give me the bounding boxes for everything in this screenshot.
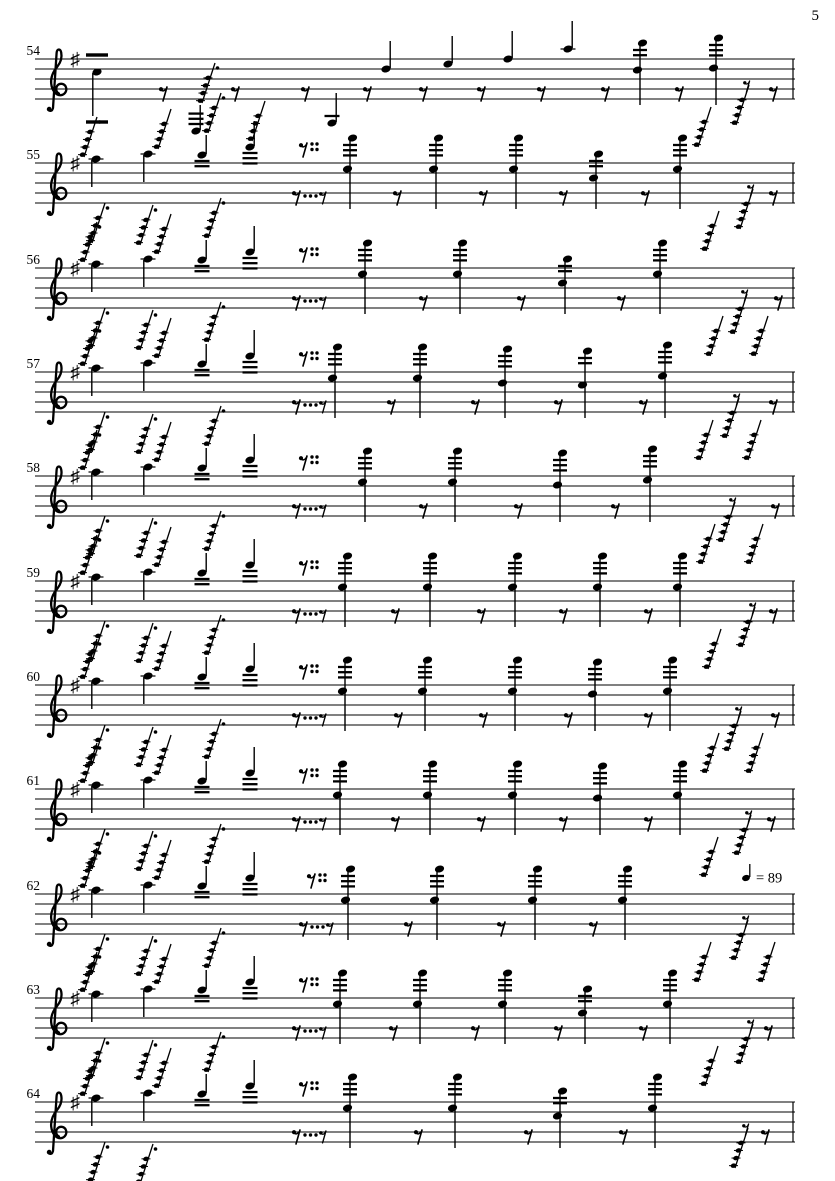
- note: [89, 1093, 104, 1126]
- eighth-rest: [299, 978, 307, 992]
- eighth-rest: [742, 916, 748, 927]
- chord: [662, 655, 678, 731]
- gliss-cluster: [134, 936, 157, 977]
- eighth-rest: [299, 456, 307, 470]
- measure-number: 61: [26, 773, 40, 788]
- eighth-rest: [326, 923, 333, 935]
- gliss-cluster: [696, 524, 715, 565]
- end-cluster-group: [700, 733, 719, 774]
- chord: [452, 238, 468, 314]
- chord: [342, 1072, 358, 1148]
- high-tremolo-note: [195, 928, 226, 1001]
- eighth-rest: [319, 192, 326, 204]
- chord: [557, 254, 573, 314]
- cluster-group: [134, 623, 157, 664]
- staff-lines: [35, 1102, 795, 1142]
- cluster-group: [152, 944, 171, 985]
- end-cluster-group: [692, 107, 711, 148]
- double-dotted-rest: [299, 455, 319, 470]
- chord: [422, 759, 438, 835]
- eighth-rest: [299, 1082, 307, 1096]
- staff-lines: [35, 894, 795, 934]
- gliss-cluster: [700, 733, 719, 774]
- cluster-group: [152, 1048, 171, 1089]
- chord: [417, 655, 433, 731]
- gliss-cluster: [699, 1046, 718, 1087]
- note: [89, 467, 104, 500]
- eighth-rest: [299, 248, 307, 262]
- chord: [497, 968, 513, 1044]
- double-dotted-rest: [299, 142, 319, 157]
- chord: [652, 238, 668, 314]
- system-measure-58: [27, 406, 796, 565]
- chord: [592, 761, 608, 835]
- gliss-cluster: [134, 518, 157, 559]
- chord: [332, 759, 348, 835]
- gliss-cluster: [742, 420, 761, 461]
- chord: [617, 864, 633, 940]
- note: [141, 775, 156, 808]
- chord: [647, 1072, 663, 1148]
- gliss-cluster: [202, 511, 225, 552]
- gliss-cluster: [134, 727, 157, 768]
- note: [503, 31, 514, 64]
- high-tremolo-note: [195, 615, 226, 688]
- note: [141, 149, 156, 182]
- double-dotted-rest: [299, 977, 319, 992]
- gliss-cluster: [152, 318, 171, 359]
- chord: [337, 655, 353, 731]
- note: [141, 462, 156, 495]
- staff-lines: [35, 685, 795, 725]
- gliss-cluster: [134, 414, 157, 455]
- chord: [422, 551, 438, 627]
- cluster-group: [246, 101, 265, 142]
- low-tremolo-note: [325, 93, 340, 128]
- cluster-group: [134, 1040, 157, 1081]
- chord: [447, 446, 463, 522]
- eighth-rest: [729, 498, 735, 509]
- system-measure-59: [27, 511, 796, 670]
- high-tremolo-note: [243, 643, 258, 685]
- eighth-rest: [733, 394, 739, 405]
- chord: [672, 759, 688, 835]
- chord: [552, 1086, 568, 1148]
- high-tremolo-note: [195, 1032, 226, 1105]
- eighth-rest: [307, 874, 315, 888]
- high-tremolo-note: [243, 852, 258, 894]
- staff-lines: [35, 476, 795, 516]
- sharp-icon: ♯: [70, 362, 80, 384]
- eighth-rest: [319, 610, 326, 622]
- note: [141, 880, 156, 913]
- high-tremolo-note: [195, 824, 226, 897]
- gliss-cluster: [152, 1048, 171, 1089]
- note: [141, 358, 156, 391]
- eighth-rest: [319, 505, 326, 517]
- eighth-rest: [299, 769, 307, 783]
- measure-number: 56: [26, 252, 40, 267]
- chord: [527, 864, 543, 940]
- gliss-cluster: [699, 837, 718, 878]
- tremolo-dash: [86, 53, 108, 56]
- chord: [642, 444, 658, 522]
- end-cluster-group: [730, 81, 750, 126]
- gliss-cluster: [134, 205, 157, 246]
- gliss-cluster: [694, 420, 713, 461]
- double-dotted-rest: [299, 247, 319, 262]
- note: [89, 676, 104, 709]
- double-dotted-rest: [299, 351, 319, 366]
- measure-number: 64: [26, 1086, 40, 1101]
- system-measure-54: [27, 21, 796, 148]
- high-tremolo-note: [195, 198, 226, 271]
- note: [89, 989, 104, 1022]
- chord: [357, 446, 373, 522]
- eighth-rest: [299, 665, 307, 679]
- gliss-cluster: [134, 831, 157, 872]
- end-cluster-group: [696, 524, 715, 565]
- measure-number: 62: [26, 878, 40, 893]
- eighth-rest: [319, 818, 326, 830]
- chord: [507, 759, 523, 835]
- sharp-icon: ♯: [70, 153, 80, 175]
- gliss-cluster: [704, 316, 723, 357]
- gliss-cluster: [692, 942, 711, 983]
- cluster-group: [152, 109, 171, 150]
- cluster-group: [152, 840, 171, 881]
- cluster-group: [152, 735, 171, 776]
- eighth-rest: [747, 185, 753, 196]
- gliss-cluster: [202, 824, 225, 865]
- chord: [497, 344, 513, 418]
- measure-number: 57: [26, 356, 40, 371]
- chord: [672, 133, 688, 209]
- chord: [507, 655, 523, 731]
- cluster-group: [152, 527, 171, 568]
- end-cluster-group: [744, 524, 763, 565]
- end-cluster-group: [716, 498, 736, 543]
- note: [89, 780, 104, 813]
- end-cluster-group: [722, 707, 742, 752]
- high-tremolo-note: [243, 1060, 258, 1102]
- chord: [508, 133, 524, 209]
- chord: [662, 968, 678, 1044]
- chord: [447, 1072, 463, 1148]
- chord: [577, 984, 593, 1044]
- chord: [412, 968, 428, 1044]
- chord: [632, 38, 648, 105]
- cluster-group: [152, 631, 171, 672]
- end-cluster-group: [692, 942, 711, 983]
- sharp-icon: ♯: [70, 466, 80, 488]
- eighth-rest: [319, 297, 326, 309]
- gliss-cluster: [692, 107, 711, 148]
- end-cluster-group: [732, 811, 752, 856]
- sharp-icon: ♯: [70, 1092, 80, 1114]
- note: [89, 259, 104, 292]
- chord: [588, 149, 604, 209]
- end-cluster-group: [736, 603, 756, 648]
- end-cluster-group: [749, 316, 768, 357]
- double-dotted-rest: [299, 768, 319, 783]
- eighth-rest: [741, 290, 747, 301]
- gliss-cluster: [744, 524, 763, 565]
- note: [381, 41, 392, 74]
- chord: [327, 342, 343, 418]
- measure-number: 55: [26, 147, 40, 162]
- note: [141, 1088, 156, 1121]
- sharp-icon: ♯: [70, 675, 80, 697]
- note: [89, 363, 104, 396]
- chord: [357, 238, 373, 314]
- eighth-rest: [743, 81, 749, 92]
- cluster-group: [134, 727, 157, 768]
- double-dotted-rest: [299, 560, 319, 575]
- chord: [429, 864, 445, 940]
- gliss-cluster: [756, 942, 775, 983]
- gliss-cluster: [152, 840, 171, 881]
- chord: [587, 657, 603, 731]
- end-cluster-group: [729, 1124, 749, 1169]
- chord: [342, 133, 358, 209]
- high-tremolo-note: [243, 121, 258, 163]
- gliss-cluster: [246, 101, 265, 142]
- high-tremolo-note: [195, 719, 226, 792]
- note: [89, 885, 104, 918]
- chord: [672, 551, 688, 627]
- gliss-cluster: [152, 735, 171, 776]
- gliss-cluster: [744, 733, 763, 774]
- chord: [592, 551, 608, 627]
- note: [141, 984, 156, 1017]
- gliss-cluster: [134, 310, 157, 351]
- high-tremolo-note: [243, 747, 258, 789]
- system-measure-61: [27, 719, 796, 878]
- eighth-rest: [735, 707, 741, 718]
- gliss-cluster: [749, 316, 768, 357]
- sharp-icon: ♯: [70, 779, 80, 801]
- double-dotted-rest: [299, 664, 319, 679]
- page-number: 5: [811, 8, 819, 24]
- tremolo-dash: [86, 120, 108, 123]
- end-cluster-group: [699, 1046, 718, 1087]
- chord: [412, 342, 428, 418]
- high-tremolo-note: [195, 406, 226, 479]
- end-cluster-group: [734, 185, 754, 230]
- eighth-rest: [745, 811, 751, 822]
- eighth-rest: [747, 1020, 753, 1031]
- chord: [340, 864, 356, 940]
- end-cluster-group: [720, 394, 740, 439]
- sharp-icon: ♯: [70, 571, 80, 593]
- double-dotted-rest: [307, 873, 327, 888]
- eighth-rest: [749, 603, 755, 614]
- gliss-cluster: [152, 109, 171, 150]
- cluster-group: [134, 205, 157, 246]
- measure-number: 63: [26, 982, 40, 997]
- gliss-cluster: [702, 629, 721, 670]
- high-tremolo-note: [243, 539, 258, 581]
- note: [141, 254, 156, 287]
- cluster-group: [152, 318, 171, 359]
- staff-lines: [35, 268, 795, 308]
- gliss-cluster: [152, 944, 171, 985]
- eighth-rest: [742, 1124, 748, 1135]
- cluster-group: [86, 1142, 109, 1181]
- chord: [552, 448, 568, 522]
- note: [89, 572, 104, 605]
- system-measure-63: [27, 928, 796, 1087]
- end-cluster-group: [699, 837, 718, 878]
- measure-number: 58: [26, 460, 40, 475]
- measure-number: 60: [26, 669, 40, 684]
- gliss-cluster: [134, 1144, 157, 1181]
- end-cluster-group: [734, 1020, 754, 1065]
- eighth-rest: [299, 561, 307, 575]
- system-measure-55: [27, 93, 796, 252]
- end-cluster-group: [704, 316, 723, 357]
- end-cluster-group: [744, 733, 763, 774]
- note: [561, 21, 576, 54]
- end-cluster-group: [700, 211, 719, 252]
- gliss-cluster: [152, 527, 171, 568]
- gliss-cluster: [152, 422, 171, 463]
- chord: [428, 133, 444, 209]
- cluster-group: [134, 1144, 157, 1181]
- cluster-group: [134, 936, 157, 977]
- system-measure-56: [27, 198, 796, 357]
- gliss-cluster: [86, 1142, 109, 1181]
- gliss-cluster: [152, 631, 171, 672]
- gliss-cluster: [134, 1040, 157, 1081]
- note: [92, 67, 103, 116]
- high-tremolo-note: [243, 226, 258, 268]
- measure-number: 59: [26, 565, 40, 580]
- tempo-label: = 89: [756, 870, 783, 887]
- eighth-rest: [319, 401, 326, 413]
- end-cluster-group: [702, 629, 721, 670]
- measure-number: 54: [26, 43, 40, 58]
- end-cluster-group: [729, 916, 749, 961]
- chord: [332, 968, 348, 1044]
- note: [443, 36, 454, 69]
- eighth-rest: [319, 714, 326, 726]
- end-cluster-group: [694, 420, 713, 461]
- eighth-rest: [299, 352, 307, 366]
- note: [141, 671, 156, 704]
- end-cluster-group: [742, 420, 761, 461]
- high-tremolo-note: [195, 511, 226, 584]
- chord: [337, 551, 353, 627]
- high-tremolo-note: [243, 434, 258, 476]
- cluster-group: [152, 422, 171, 463]
- sharp-icon: ♯: [70, 49, 80, 71]
- double-dotted-rest: [299, 1081, 319, 1096]
- eighth-rest: [299, 143, 307, 157]
- note: [89, 154, 104, 187]
- cluster-group: [134, 831, 157, 872]
- high-tremolo-note: [243, 330, 258, 372]
- note: [141, 567, 156, 600]
- system-measure-60: [27, 615, 796, 774]
- gliss-cluster: [700, 211, 719, 252]
- gliss-cluster: [134, 623, 157, 664]
- cluster-group: [152, 214, 171, 255]
- end-cluster-group: [756, 942, 775, 983]
- chord: [657, 340, 673, 418]
- end-cluster-group: [728, 290, 748, 335]
- eighth-rest: [319, 1131, 326, 1143]
- high-tremolo-note: [243, 956, 258, 998]
- cluster-group: [134, 310, 157, 351]
- sharp-icon: ♯: [70, 988, 80, 1010]
- gliss-cluster: [202, 198, 225, 239]
- tempo-marking: [741, 864, 782, 887]
- cluster-group: [134, 518, 157, 559]
- sharp-icon: ♯: [70, 258, 80, 280]
- cluster-group: [134, 414, 157, 455]
- chord: [507, 551, 523, 627]
- high-tremolo-note: [195, 302, 226, 375]
- system-measure-57: [27, 302, 796, 461]
- system-measure-62: [27, 824, 796, 983]
- gliss-cluster: [152, 214, 171, 255]
- eighth-rest: [319, 1027, 326, 1039]
- sharp-icon: ♯: [70, 884, 80, 906]
